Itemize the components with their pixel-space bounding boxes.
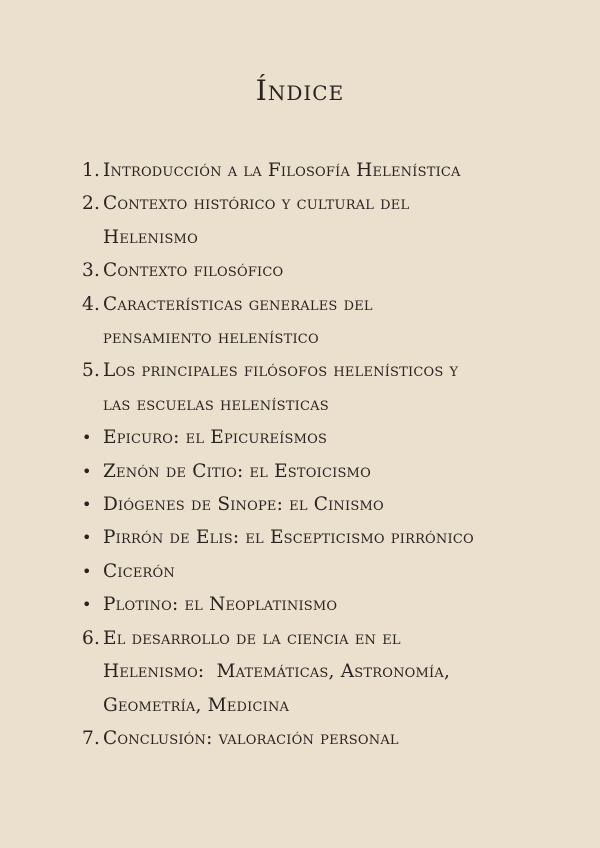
toc-subitem-diogenes: [82, 488, 542, 521]
toc-item-text: las escuelas helenísticas: [103, 393, 329, 415]
toc-item-text: Contexto histórico y cultural del: [103, 193, 410, 215]
bullet-icon: •: [82, 461, 92, 481]
toc-subitem-ciceron: [82, 555, 542, 588]
bullet-icon: •: [82, 595, 92, 615]
toc-item-text: Plotino: el Neoplatinismo: [103, 594, 338, 616]
bullet-icon: •: [82, 561, 92, 581]
toc-subitem-plotino: [82, 588, 542, 621]
toc-item-number: 4.: [82, 293, 101, 315]
toc-item-text: Características generales del: [103, 293, 373, 315]
bullet-icon: •: [82, 528, 92, 548]
toc-item-text: Helenismo: Matemáticas, Astronomía,: [103, 661, 451, 683]
table-of-contents: [82, 154, 542, 755]
toc-item-text: Conclusión: valoración personal: [103, 727, 399, 749]
page-title: Índice: [255, 74, 345, 107]
toc-item-text: Introducción a la Filosofía Helenística: [103, 160, 461, 181]
toc-item-number: 6.: [82, 627, 101, 649]
toc-subitem-epicuro: [82, 421, 542, 454]
toc-item-number: 3.: [82, 260, 101, 282]
toc-item-1: [82, 154, 542, 187]
toc-item-7: [82, 722, 542, 755]
toc-item-number: 2.: [82, 193, 101, 215]
toc-item-text: Cicerón: [103, 560, 175, 582]
toc-subitem-zenon: [82, 455, 542, 488]
toc-item-5: [82, 354, 542, 421]
toc-item-text: El desarrollo de la ciencia en el: [103, 627, 401, 649]
toc-item-text: Diógenes de Sinope: el Cinismo: [103, 494, 384, 516]
toc-item-number: 5.: [82, 360, 101, 382]
bullet-icon: •: [82, 495, 92, 515]
toc-item-text: Los principales filósofos helenísticos y: [103, 360, 459, 382]
toc-item-text: Contexto filosófico: [103, 260, 284, 282]
toc-item-text: Epicuro: el Epicureísmos: [103, 427, 328, 449]
toc-item-number: 7.: [82, 727, 101, 749]
toc-item-text: pensamiento helenístico: [103, 327, 319, 349]
toc-item-4: [82, 288, 542, 355]
toc-subitem-pirron: [82, 521, 542, 554]
toc-item-text: Helenismo: [103, 226, 198, 248]
toc-item-text: Zenón de Citio: el Estoicismo: [103, 460, 371, 482]
toc-item-6: [82, 622, 542, 722]
toc-item-text: Geometría, Medicina: [103, 694, 290, 716]
toc-item-text: Pirrón de Elis: el Escepticismo pirrónico: [103, 527, 474, 549]
toc-item-3: [82, 254, 542, 287]
bullet-icon: •: [82, 428, 92, 448]
toc-item-2: [82, 187, 542, 254]
toc-item-number: 1.: [82, 160, 101, 181]
